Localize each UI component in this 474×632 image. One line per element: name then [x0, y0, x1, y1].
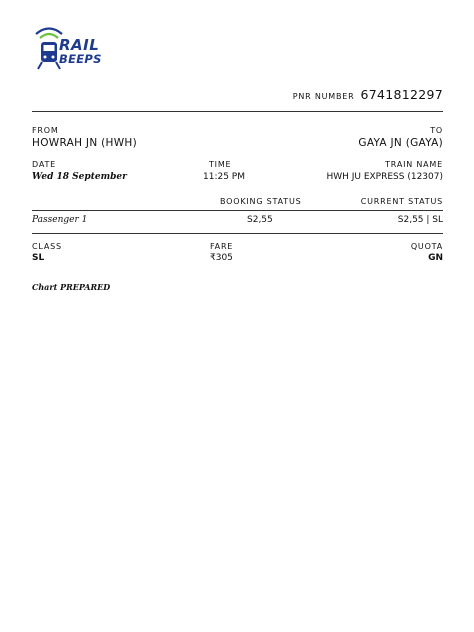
from-value: HOWRAH JN (HWH) [32, 137, 137, 149]
divider [32, 233, 443, 234]
train-label: TRAIN NAME [385, 160, 443, 169]
passenger-name: Passenger 1 [32, 215, 88, 225]
date-label: DATE [32, 160, 57, 169]
brand-line2: BEEPS [59, 52, 102, 66]
date-value: Wed 18 September [32, 172, 127, 182]
passenger-booking-status: S2,55 [247, 215, 273, 225]
time-value: 11:25 PM [203, 172, 245, 182]
rail-beeps-logo [34, 24, 104, 72]
brand-line1: RAIL [59, 36, 100, 54]
divider [32, 210, 443, 211]
class-value: SL [32, 253, 45, 263]
current-status-label: CURRENT STATUS [360, 197, 443, 206]
time-label: TIME [209, 160, 232, 169]
fare-value: ₹305 [210, 253, 233, 263]
quota-label: QUOTA [410, 242, 443, 251]
to-value: GAYA JN (GAYA) [358, 137, 443, 149]
chart-status: Chart PREPARED [32, 282, 111, 292]
class-label: CLASS [32, 242, 62, 251]
divider [32, 111, 443, 112]
passenger-current-status: S2,55 | SL [397, 215, 443, 225]
quota-value: GN [428, 253, 443, 263]
pnr-label: PNR NUMBER [292, 92, 355, 101]
from-label: FROM [32, 126, 59, 135]
fare-label: FARE [210, 242, 234, 251]
to-label: TO [430, 126, 443, 135]
pnr-value: 6741812297 [360, 87, 443, 102]
booking-status-label: BOOKING STATUS [220, 197, 302, 206]
pnr-block [293, 87, 443, 102]
train-value: HWH JU EXPRESS (12307) [326, 172, 443, 182]
